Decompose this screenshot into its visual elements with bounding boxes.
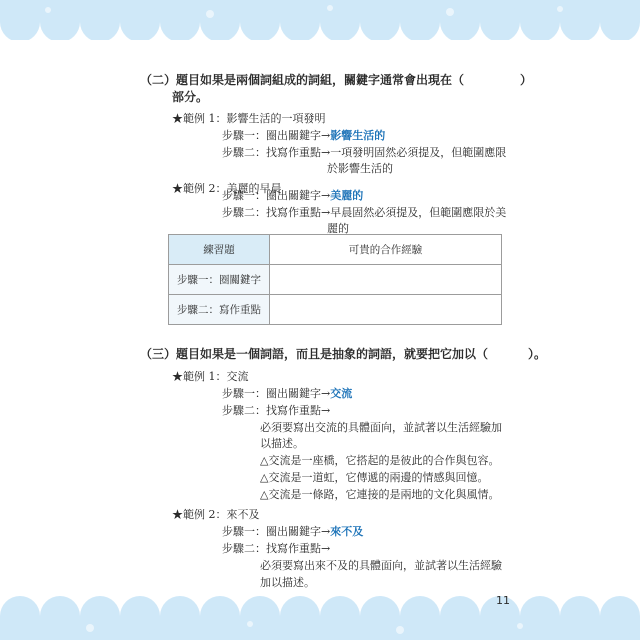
- example3-step1: [222, 385, 352, 401]
- example3-desc1: 必須要寫出交流的具體面向，並試著以生活經驗加: [260, 421, 502, 434]
- table-header-row: [169, 235, 502, 265]
- example3-label: ★範例 1：交流: [172, 370, 249, 383]
- example4-desc2: 加以描述。: [260, 576, 315, 589]
- section2-heading: [140, 71, 532, 88]
- example3-tri1: △交流是一座橋，它搭起的是彼此的合作與包容。: [260, 454, 500, 467]
- keyword-highlight: 來不及: [330, 525, 364, 538]
- example1-step2: 步驟二：找寫作重點→一項發明固然必須提及，但範圍應限: [222, 146, 507, 159]
- example3-desc2: 以描述。: [260, 437, 304, 450]
- example3-tri3: △交流是一條路，它連接的是兩地的文化與風情。: [260, 488, 500, 501]
- practice-table: [168, 234, 502, 325]
- row-step1-label: 步驟一：圈關鍵字: [169, 265, 270, 295]
- section2-heading-text: （二）題目如果是兩個詞組成的詞組，關鍵字通常會出現在（: [140, 73, 465, 87]
- step1-prefix: 步驟一：圈出關鍵字→: [222, 525, 331, 538]
- step1-prefix: 步驟一：圈出關鍵字→: [222, 387, 331, 400]
- practice-topic: 可貴的合作經驗: [270, 235, 502, 265]
- example3-tri2: △交流是一道虹，它傳遞的兩邊的情感與回憶。: [260, 471, 489, 484]
- row-step2-answer[interactable]: [270, 295, 502, 325]
- example2-label: ★範例 2：美麗的早晨: [172, 182, 282, 195]
- example4-step1: [222, 523, 363, 539]
- example4-step2: 步驟二：找寫作重點→: [222, 542, 331, 555]
- step1-prefix: 步驟一：圈出關鍵字→: [222, 129, 331, 142]
- example1-step2-cont: 於影響生活的: [327, 162, 393, 175]
- example1-label: ★範例 1：影響生活的一項發明: [172, 112, 326, 125]
- example2-step2: 步驟二：找寫作重點→早晨固然必須提及，但範圍應限於美: [222, 206, 507, 219]
- keyword-highlight: 影響生活的: [330, 129, 386, 142]
- section2-heading-line2: 部分。: [172, 90, 209, 104]
- table-row: [169, 265, 502, 295]
- row-step1-answer[interactable]: [270, 265, 502, 295]
- table-row: [169, 295, 502, 325]
- example2-step1: [222, 187, 363, 203]
- page-number: 11: [496, 594, 510, 607]
- keyword-highlight: 美麗的: [330, 189, 364, 202]
- step1-prefix: 步驟一：圈出關鍵字→: [222, 189, 331, 202]
- practice-header: 練習題: [169, 235, 270, 265]
- section2-heading-close: ）: [520, 73, 533, 87]
- section3-heading-text: （三）題目如果是一個詞語，而且是抽象的詞語，就要把它加以（: [140, 347, 489, 361]
- example1-step1: [222, 127, 385, 143]
- row-step2-label: 步驟二：寫作重點: [169, 295, 270, 325]
- example3-step2: 步驟二：找寫作重點→: [222, 404, 331, 417]
- example4-desc1: 必須要寫出來不及的具體面向，並試著以生活經驗: [260, 559, 502, 572]
- example2-step2-cont: 麗的: [327, 222, 349, 235]
- example4-label: ★範例 2：來不及: [172, 508, 260, 521]
- section3-heading: [140, 345, 546, 362]
- keyword-highlight: 交流: [330, 387, 353, 400]
- section3-heading-close: ）。: [528, 347, 547, 361]
